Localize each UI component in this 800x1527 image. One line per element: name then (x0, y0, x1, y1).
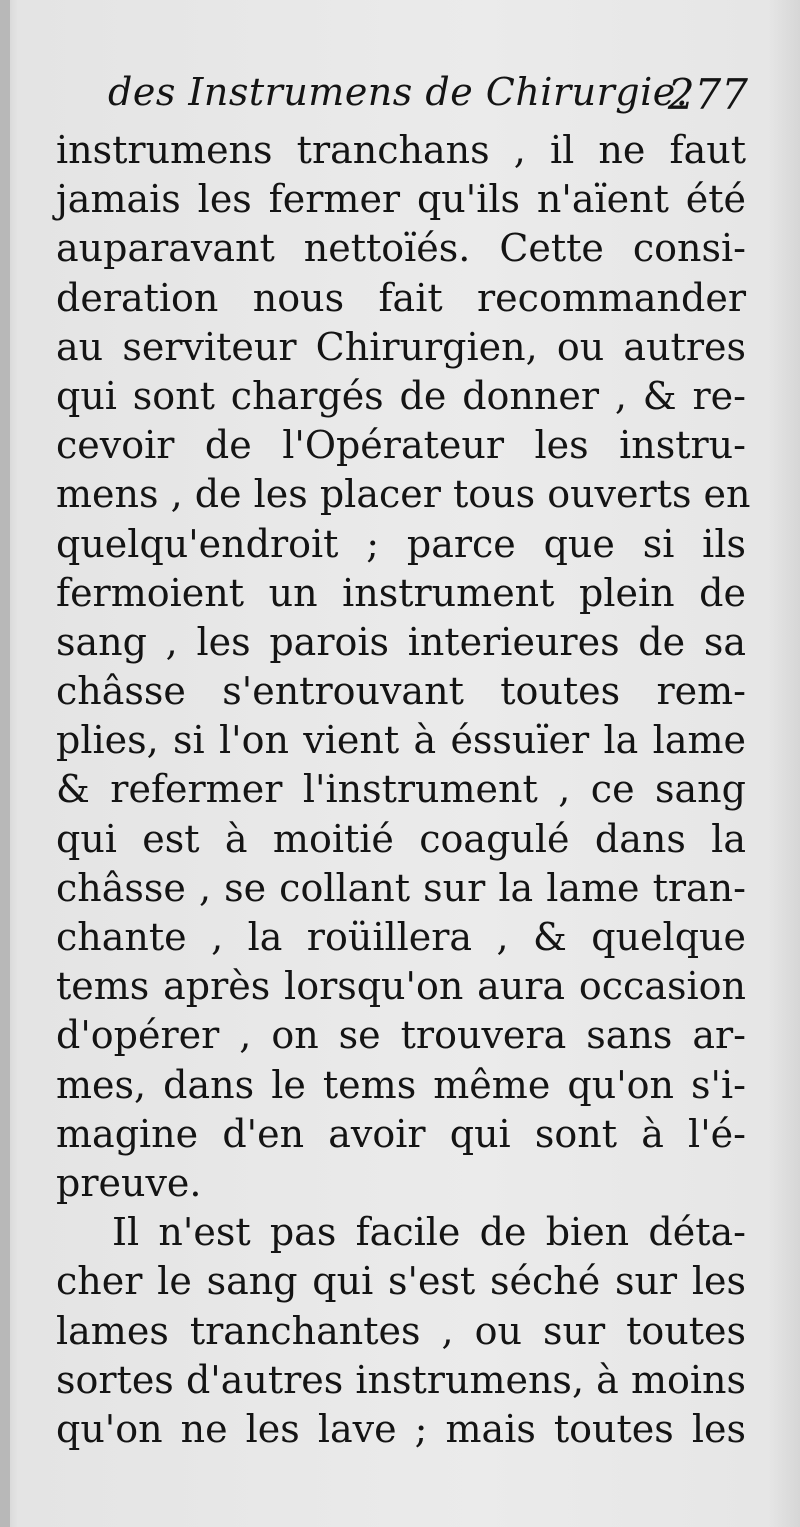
text-line: mes, dans le tems même qu'on s'i- (56, 1062, 746, 1107)
page-number: 277 (667, 70, 748, 119)
running-head: des Instrumens de Chirurgie. (108, 70, 689, 114)
text-line: magine d'en avoir qui sont à l'é- (56, 1111, 746, 1156)
body-text (56, 126, 751, 1454)
text-line: instrumens tranchans , il ne faut (56, 128, 746, 172)
text-line: mens , de les placer tous ouverts en (56, 472, 751, 517)
text-line: auparavant nettoïés. Cette consi- (56, 226, 746, 271)
text-line: lames tranchantes , ou sur toutes (56, 1308, 746, 1353)
text-line: qui est à moitié coagulé dans la (56, 816, 746, 861)
text-line: tems après lorsqu'on aura occasion (56, 964, 746, 1009)
text-line: qu'on ne les lave ; mais toutes les (56, 1406, 746, 1451)
text-line: cevoir de l'Opérateur les instru- (56, 423, 746, 468)
text-line: cher le sang qui s'est séché sur les (56, 1259, 746, 1304)
text-line: quelqu'endroit ; parce que si ils (56, 521, 746, 566)
page-gutter-shadow (0, 0, 10, 1527)
paragraph-end-line: preuve. (56, 1160, 202, 1205)
text-line: sortes d'autres instrumens, à moins (56, 1357, 746, 1402)
text-line: sang , les parois interieures de sa (56, 619, 746, 664)
text-line: plies, si l'on vient à éssuïer la lame (56, 718, 746, 763)
text-line: d'opérer , on se trouvera sans ar- (56, 1013, 746, 1058)
text-line: qui sont chargés de donner , & re- (56, 373, 746, 418)
page-header (108, 70, 748, 130)
text-line: & refermer l'instrument , ce sang (56, 767, 746, 812)
text-line: chante , la roüillera , & quelque (56, 915, 746, 959)
text-line: châsse , se collant sur la lame tran- (56, 865, 746, 910)
text-line: deration nous fait recommander (56, 275, 746, 320)
paragraph-start-line: Il n'est pas facile de bien déta- (112, 1210, 746, 1255)
text-line: au serviteur Chirurgien, ou autres (56, 324, 746, 369)
text-line: châsse s'entrouvant toutes rem- (56, 669, 746, 714)
text-line: fermoient un instrument plein de (56, 570, 746, 615)
text-line: jamais les fermer qu'ils n'aïent été (56, 177, 746, 222)
